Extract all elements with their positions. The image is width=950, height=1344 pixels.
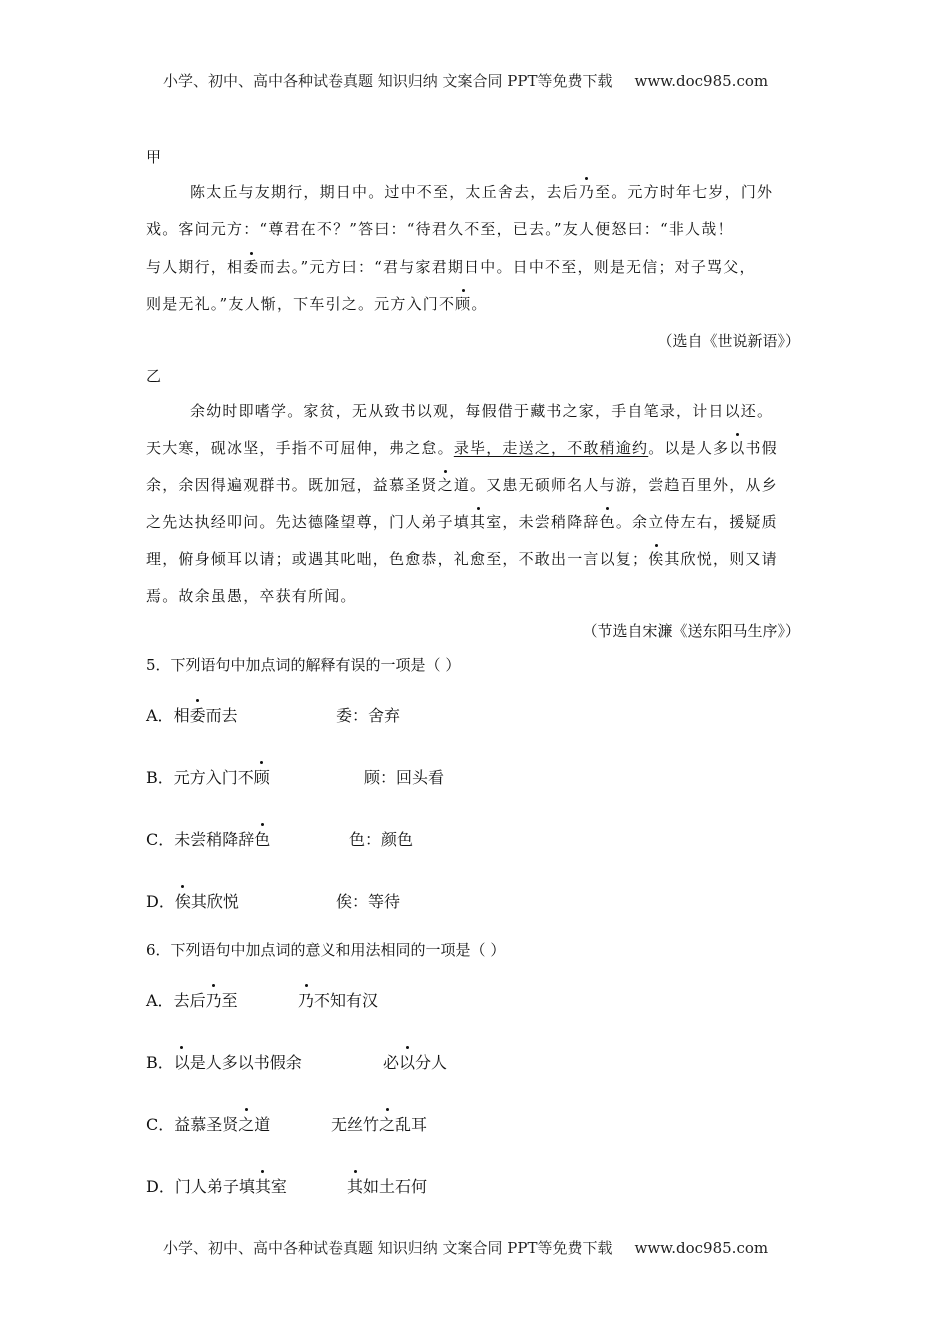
q5-option-d: D．俟其欣悦 — [146, 889, 239, 912]
passage-b-line-5: 理，俯身倾耳以请；或遇其叱咄，色愈恭，礼愈至，不敢出一言以复；俟其欣悦，则又请 — [146, 550, 778, 568]
q5-option-b: B．元方入门不顾 — [146, 765, 270, 788]
q6-option-b-compare: 必以分人 — [383, 1050, 447, 1073]
passage-a-line-4: 则是无礼。”友人惭，下车引之。元方入门不顾。 — [146, 295, 488, 313]
dotted-char: 顾 — [455, 295, 472, 313]
question-5-stem: 5．下列语句中加点词的解释有误的一项是（ ） — [146, 656, 461, 674]
dotted-char: 委 — [190, 703, 206, 726]
q5-option-c: C．未尝稍降辞色 — [146, 827, 270, 850]
dotted-char: 乃 — [578, 183, 596, 201]
q5-option-a: A．相委而去 — [146, 703, 238, 726]
passage-a-label: 甲 — [146, 148, 162, 166]
dotted-char: 其 — [255, 1174, 271, 1197]
dotted-char: 俟 — [175, 889, 191, 912]
dotted-char: 乃 — [206, 988, 222, 1011]
dotted-char: 之 — [379, 1112, 395, 1135]
footer-text: 小学、初中、高中各种试卷真题 知识归纳 文案合同 PPT等免费下载 — [163, 1239, 613, 1257]
dotted-char: 乃 — [298, 988, 314, 1011]
header-url: www.doc985.com — [634, 72, 769, 90]
q5-option-a-gloss: 委：舍弃 — [336, 706, 401, 725]
dotted-char: 以 — [729, 439, 746, 457]
passage-b-line-4: 之先达执经叩问。先达德隆望尊，门人弟子填其室，未尝稍降辞色。余立侍左右，援疑质 — [146, 513, 778, 531]
passage-b-line-1: 余幼时即嗜学。家贫，无从致书以观，每假借于藏书之家，手自笔录，计日以还。 — [190, 402, 774, 420]
q6-option-a: A．去后乃至 — [146, 988, 238, 1011]
passage-b-line-2: 天大寒，砚冰坚，手指不可屈伸，弗之怠。录毕，走送之，不敢稍逾约。以是人多以书假 — [146, 439, 778, 457]
header-text: 小学、初中、高中各种试卷真题 知识归纳 文案合同 PPT等免费下载 — [163, 72, 613, 90]
passage-b-label: 乙 — [146, 367, 162, 385]
question-6-stem: 6．下列语句中加点词的意义和用法相同的一项是（ ） — [146, 941, 506, 959]
q6-option-d: D．门人弟子填其室 — [146, 1174, 287, 1197]
dotted-char: 顾 — [254, 765, 270, 788]
underlined-sentence: 录毕，走送之，不敢稍逾约 — [453, 439, 649, 457]
q6-option-d-compare: 其如土石何 — [347, 1174, 427, 1197]
q5-option-b-gloss: 顾：回头看 — [364, 768, 445, 787]
page-header — [163, 70, 768, 91]
q6-option-a-compare: 乃不知有汉 — [298, 988, 378, 1011]
q5-option-c-gloss: 色：颜色 — [349, 830, 414, 849]
passage-b-line-6: 焉。故余虽愚，卒获有所闻。 — [146, 587, 357, 605]
q6-option-c: C．益慕圣贤之道 — [146, 1112, 270, 1135]
dotted-char: 以 — [174, 1050, 190, 1073]
passage-a-line-2: 戏。客问元方：“尊君在不？”答曰：“待君久不至，已去。”友人便怒曰：“非人哉！ — [146, 220, 734, 238]
footer-url: www.doc985.com — [634, 1239, 769, 1257]
dotted-char: 其 — [470, 513, 487, 531]
page-footer — [163, 1237, 768, 1258]
passage-a-line-1: 陈太丘与友期行，期日中。过中不至，太丘舍去，去后乃至。元方时年七岁，门外 — [190, 183, 774, 201]
q6-option-b: B．以是人多以书假余 — [146, 1050, 302, 1073]
passage-b-source: （节选自宋濂《送东阳马生序》） — [582, 622, 800, 640]
dotted-char: 色 — [254, 827, 270, 850]
dotted-char: 色 — [599, 513, 616, 531]
q5-option-d-gloss: 俟：等待 — [336, 892, 401, 911]
passage-a-line-3: 与人期行，相委而去。”元方曰：“君与家君期日中。日中不至，则是无信；对子骂父， — [146, 258, 756, 276]
dotted-char: 以 — [399, 1050, 415, 1073]
dotted-char: 俟 — [648, 550, 665, 568]
dotted-char: 委 — [243, 258, 260, 276]
dotted-char: 之 — [238, 1112, 254, 1135]
q6-option-c-compare: 无丝竹之乱耳 — [331, 1112, 427, 1135]
dotted-char: 其 — [347, 1174, 363, 1197]
dotted-char: 之 — [437, 476, 454, 494]
passage-b-line-3: 余，余因得遍观群书。既加冠，益慕圣贤之道。又患无硕师名人与游，尝趋百里外，从乡 — [146, 476, 778, 494]
passage-a-source: （选自《世说新语》） — [657, 332, 800, 350]
